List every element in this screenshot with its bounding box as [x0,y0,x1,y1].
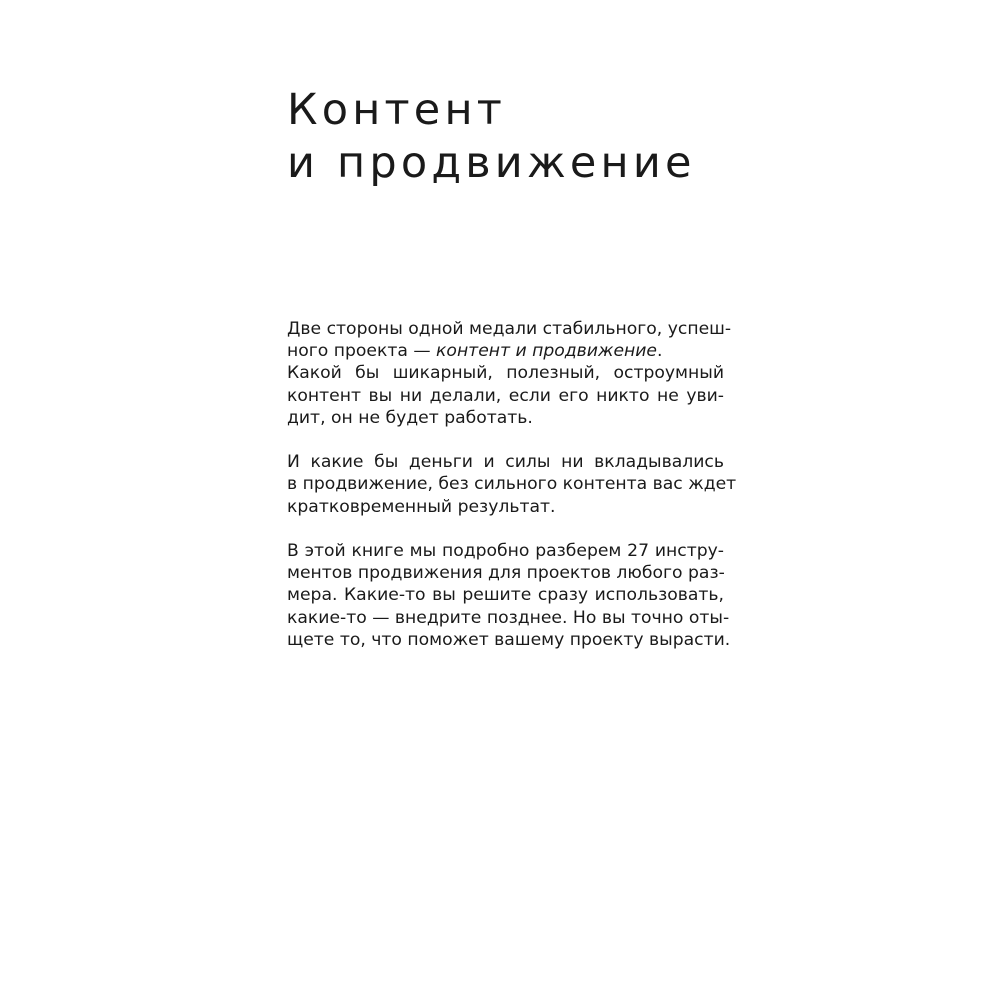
text-line: И какие бы деньги и силы ни вкладывались [287,452,724,473]
intro-text [287,318,737,673]
text-line: В этой книге мы подробно разберем 27 инстру- [287,541,724,561]
text-line [287,340,724,362]
text-line: кратковременный результат. [287,496,556,517]
chapter-title [287,84,696,190]
text-line: какие-то — внедрите позднее. Но вы точно оты- [287,607,730,628]
chapter-title-line-1: Контент [287,85,507,135]
chapter-title-line-2: и продвижение [287,138,696,188]
paragraph-3 [287,540,731,651]
text-line: ментов продвижения для проектов любого раз- [287,563,725,584]
text-line: Две стороны одной медали стабильного, успеш- [287,319,732,339]
paragraph-1 [287,318,732,429]
emphasized-text: контент и продвижение [436,341,658,362]
text-fragment: ного проекта — [287,341,437,362]
text-line: щете то, что поможет вашему проекту вырасти. [287,629,731,650]
text-line: Какой бы шикарный, полезный, остроумный [287,363,724,384]
text-line: мера. Какие-то вы решите сразу использовать, [287,585,724,606]
text-line: дит, он не будет работать. [287,407,533,428]
text-line: контент вы ни делали, если его никто не уви- [287,385,724,406]
paragraph-2 [287,451,737,518]
text-line: в продвижение, без сильного контента вас ждет [287,474,737,495]
text-fragment: . [657,341,663,362]
